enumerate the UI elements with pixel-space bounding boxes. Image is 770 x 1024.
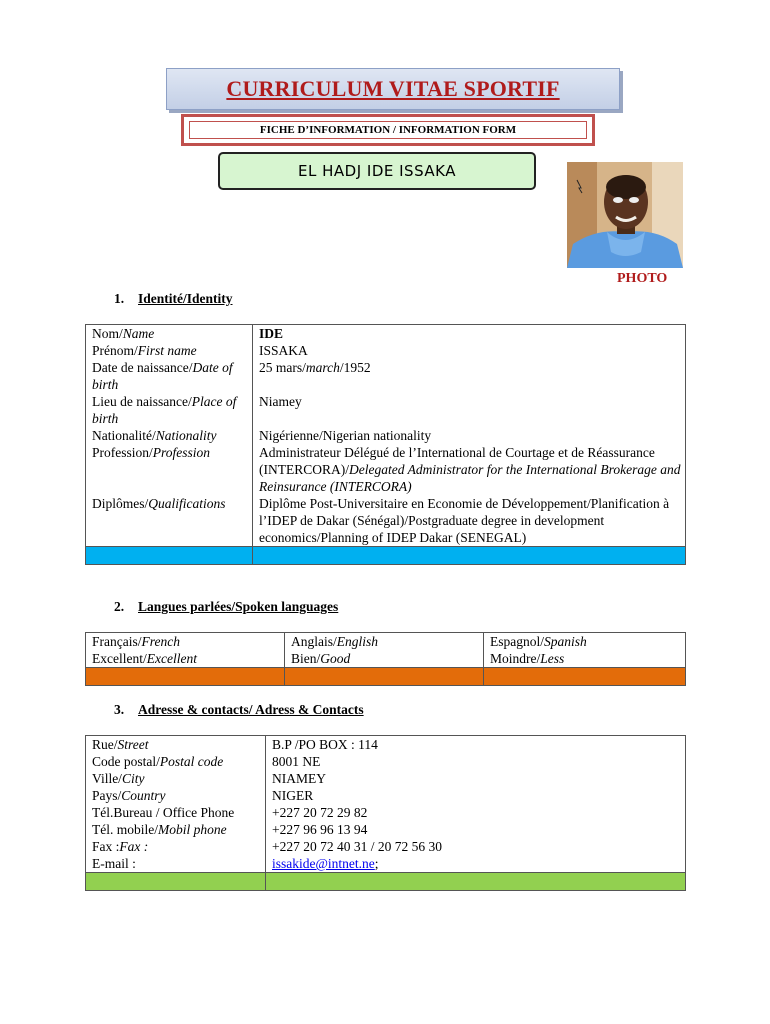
contact-value: +227 96 96 13 94 (266, 821, 686, 838)
languages-level-row (86, 650, 686, 668)
contact-value: issakide@intnet.ne; (266, 855, 686, 873)
contact-value: NIAMEY (266, 770, 686, 787)
email-link[interactable]: issakide@intnet.ne (272, 856, 375, 871)
document-title: CURRICULUM VITAE SPORTIF (226, 76, 560, 101)
identity-value: ISSAKA (253, 342, 686, 359)
form-label: FICHE D’INFORMATION / INFORMATION FORM (189, 121, 587, 139)
contact-row (86, 804, 686, 821)
contact-row (86, 838, 686, 855)
contact-label: Rue/Street (86, 736, 266, 754)
contact-value: B.P /PO BOX : 114 (266, 736, 686, 754)
languages-color-band (86, 668, 686, 686)
contact-value: +227 20 72 29 82 (266, 804, 686, 821)
section-identity-heading (114, 291, 233, 307)
identity-row (86, 444, 686, 495)
identity-row (86, 325, 686, 343)
identity-label: Diplômes/Qualifications (86, 495, 253, 547)
contact-label: Tél.Bureau / Office Phone (86, 804, 266, 821)
contact-label: Code postal/Postal code (86, 753, 266, 770)
photo-caption: PHOTO (617, 271, 668, 286)
section-title: Identité/Identity (138, 291, 233, 306)
identity-row (86, 427, 686, 444)
language-cell: Français/French (86, 633, 285, 651)
identity-label: Nom/Name (86, 325, 253, 343)
section-number: 2. (114, 599, 125, 614)
identity-value: 25 mars/march/1952 (253, 359, 686, 393)
identity-row (86, 495, 686, 547)
identity-value: Administrateur Délégué de l’International de Courtage et de Réassurance (INTERCORA)/Delegated Administrator for the International Brokerage and Reinsurance (INTERCORA) (253, 444, 686, 495)
identity-label: Prénom/First name (86, 342, 253, 359)
title-banner (166, 68, 620, 110)
identity-value: Niamey (253, 393, 686, 427)
identity-label: Date de naissance/Date of birth (86, 359, 253, 393)
language-level-cell: Excellent/Excellent (86, 650, 285, 668)
section-number: 1. (114, 291, 125, 306)
contacts-table (85, 735, 686, 891)
language-cell: Anglais/English (285, 633, 484, 651)
identity-label: Nationalité/Nationality (86, 427, 253, 444)
contacts-color-band (86, 873, 686, 891)
language-cell: Espagnol/Spanish (484, 633, 686, 651)
contact-row (86, 736, 686, 754)
contact-row (86, 787, 686, 804)
identity-value: Diplôme Post-Universitaire en Economie de Développement/Planification à l’IDEP de Dakar (Sénégal)/Postgraduate degree in development economics/Planning of IDEP Dakar (SENEGAL) (253, 495, 686, 547)
contact-row (86, 770, 686, 787)
section-contacts-heading (114, 702, 364, 718)
contact-label: Fax :Fax : (86, 838, 266, 855)
portrait-image (567, 162, 683, 268)
section-number: 3. (114, 702, 125, 717)
section-languages-heading (114, 599, 338, 615)
contact-label: Tél. mobile/Mobil phone (86, 821, 266, 838)
identity-label: Lieu de naissance/Place of birth (86, 393, 253, 427)
section-title: Langues parlées/Spoken languages (138, 599, 339, 614)
language-level-cell: Moindre/Less (484, 650, 686, 668)
contact-row (86, 821, 686, 838)
identity-row (86, 359, 686, 393)
contact-value: NIGER (266, 787, 686, 804)
identity-color-band (86, 547, 686, 565)
contact-row (86, 753, 686, 770)
contact-label: Pays/Country (86, 787, 266, 804)
full-name-box: EL HADJ IDE ISSAKA (218, 152, 536, 190)
contact-label: Ville/City (86, 770, 266, 787)
profile-photo (567, 162, 683, 268)
identity-table (85, 324, 686, 565)
identity-label: Profession/Profession (86, 444, 253, 495)
languages-table (85, 632, 686, 686)
identity-row (86, 393, 686, 427)
identity-row (86, 342, 686, 359)
contact-value: +227 20 72 40 31 / 20 72 56 30 (266, 838, 686, 855)
contact-row (86, 855, 686, 873)
contact-label: E-mail : (86, 855, 266, 873)
identity-value: IDE (253, 325, 686, 343)
language-level-cell: Bien/Good (285, 650, 484, 668)
section-title: Adresse & contacts/ Adress & Contacts (138, 702, 364, 717)
contact-value: 8001 NE (266, 753, 686, 770)
form-label-box (181, 114, 595, 146)
languages-name-row (86, 633, 686, 651)
identity-value: Nigérienne/Nigerian nationality (253, 427, 686, 444)
